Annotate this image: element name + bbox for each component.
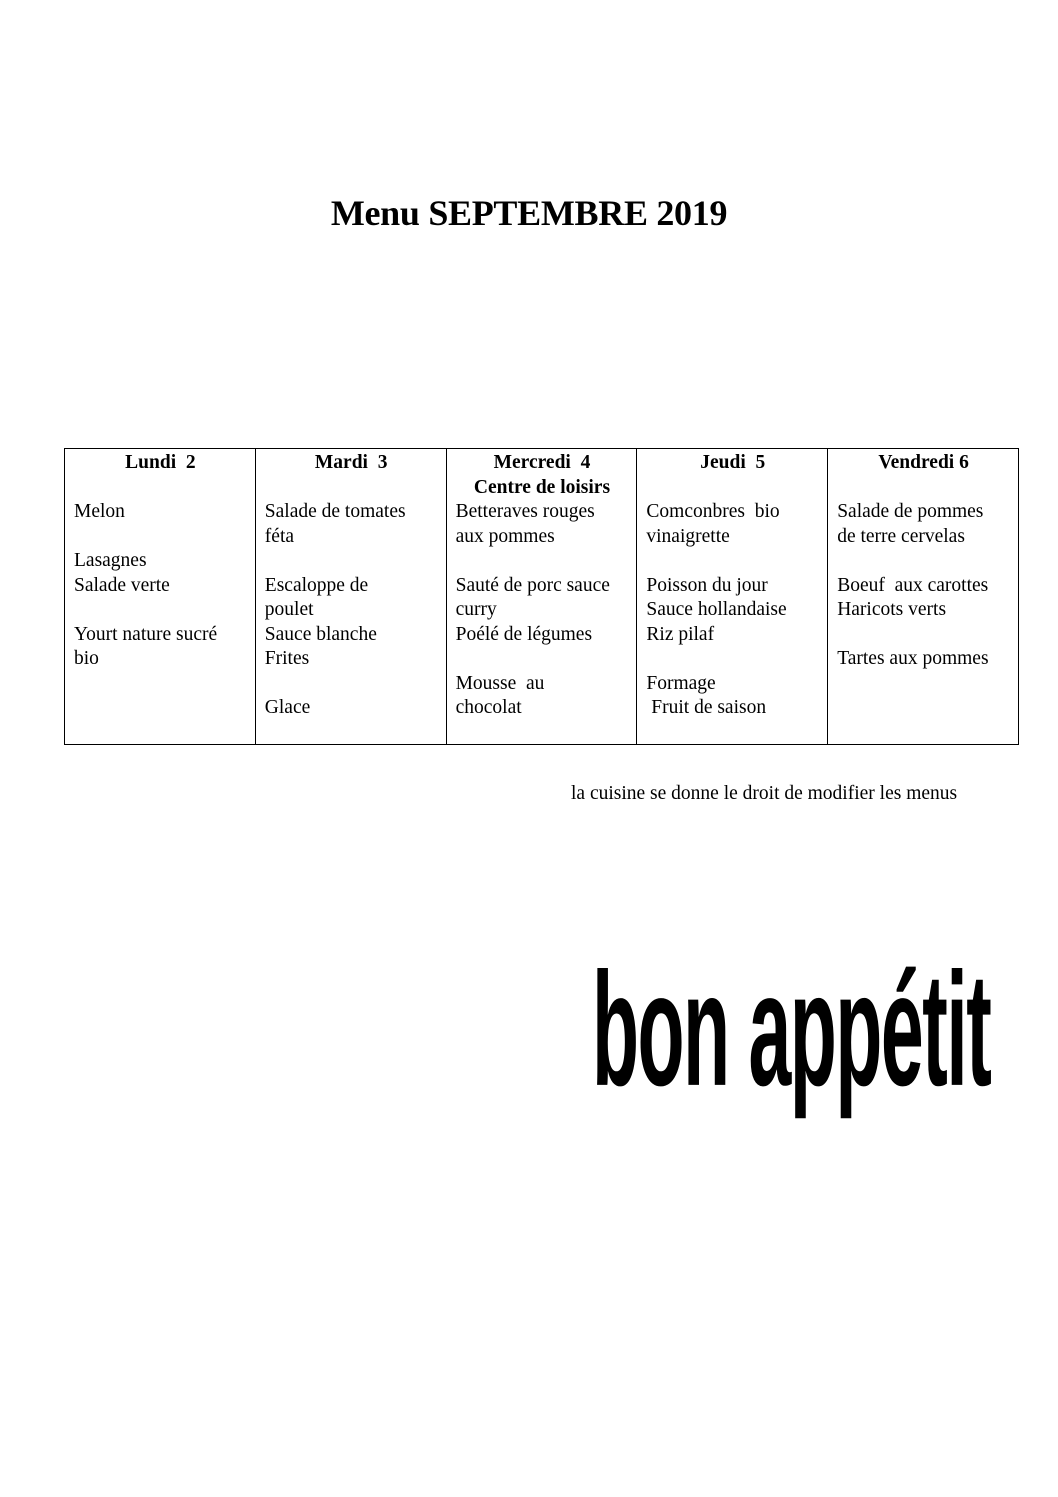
dish-line: Boeuf aux carottes: [837, 574, 989, 596]
dish-line: Poisson du jour: [646, 574, 768, 596]
weekly-menu-table: [64, 448, 1019, 745]
day-cell-mardi: [255, 449, 446, 745]
dish-line: féta: [264, 525, 295, 547]
day-cell-mercredi: [446, 449, 637, 745]
blank-line: [74, 525, 247, 550]
dish-line: poulet: [264, 599, 314, 620]
dish-line: Poélé de légumes: [455, 623, 593, 645]
header-spacer: [646, 476, 819, 501]
dish-line: Melon: [74, 501, 125, 522]
dish-line: Haricots verts: [837, 599, 947, 620]
day-subheader: Centre de loisirs: [473, 476, 611, 498]
day-cell-jeudi: [637, 449, 828, 745]
dish-line: Sauté de porc sauce: [455, 574, 610, 596]
dish-line: aux pommes: [455, 525, 555, 547]
page-title: Menu SEPTEMBRE 2019: [330, 193, 728, 233]
dish-line: Sauce blanche: [264, 623, 377, 645]
dish-line: Frites: [264, 648, 310, 669]
day-header: Vendredi 6: [878, 452, 969, 473]
dish-line: Comconbres bio: [646, 501, 780, 522]
dish-line: Sauce hollandaise: [646, 599, 787, 620]
blank-line: [837, 549, 1010, 574]
dish-line: Formage: [646, 672, 716, 694]
day-dishes: [456, 500, 629, 721]
day-dishes: [646, 476, 819, 721]
day-header: Mardi 3: [314, 452, 388, 473]
dish-line: Salade de pommes: [837, 501, 984, 522]
day-cell-vendredi: [828, 449, 1019, 745]
day-cell-lundi: [65, 449, 256, 745]
blank-line: [646, 647, 819, 672]
dish-line: chocolat: [455, 697, 522, 718]
blank-line: [646, 549, 819, 574]
dish-line: Lasagnes: [74, 550, 147, 571]
blank-line: [74, 598, 247, 623]
dish-line: Riz pilaf: [646, 623, 715, 645]
blank-line: [265, 672, 438, 697]
dish-line: Yourt nature sucré: [74, 623, 218, 645]
dish-line: Glace: [264, 697, 311, 718]
dish-line: curry: [455, 599, 497, 620]
blank-line: [456, 647, 629, 672]
blank-line: [265, 549, 438, 574]
blank-line: [837, 623, 1010, 648]
header-spacer: [837, 476, 1010, 501]
dish-line: Tartes aux pommes: [837, 648, 989, 669]
day-dishes: [837, 476, 1010, 672]
day-dishes: [265, 476, 438, 721]
dish-line: Fruit de saison: [646, 697, 767, 718]
dish-line: Betteraves rouges: [455, 501, 595, 522]
dish-line: bio: [74, 648, 99, 669]
blank-line: [456, 549, 629, 574]
disclaimer-note: la cuisine se donne le droit de modifier les menus: [571, 783, 958, 804]
dish-line: Salade verte: [74, 574, 170, 596]
dish-line: de terre cervelas: [837, 525, 965, 547]
dish-line: vinaigrette: [646, 525, 730, 547]
header-spacer: [74, 476, 247, 501]
header-spacer: [265, 476, 438, 501]
menu-row: [65, 449, 1019, 745]
dish-line: Salade de tomates: [264, 501, 406, 522]
day-header: Jeudi 5: [700, 452, 766, 473]
day-header: Lundi 2: [125, 452, 196, 473]
day-dishes: [74, 476, 247, 672]
dish-line: Escaloppe de: [264, 574, 369, 596]
bon-appetit-wordart: bon appétit: [592, 940, 991, 1121]
day-header: Mercredi 4: [493, 452, 591, 473]
dish-line: Mousse au: [455, 672, 545, 694]
